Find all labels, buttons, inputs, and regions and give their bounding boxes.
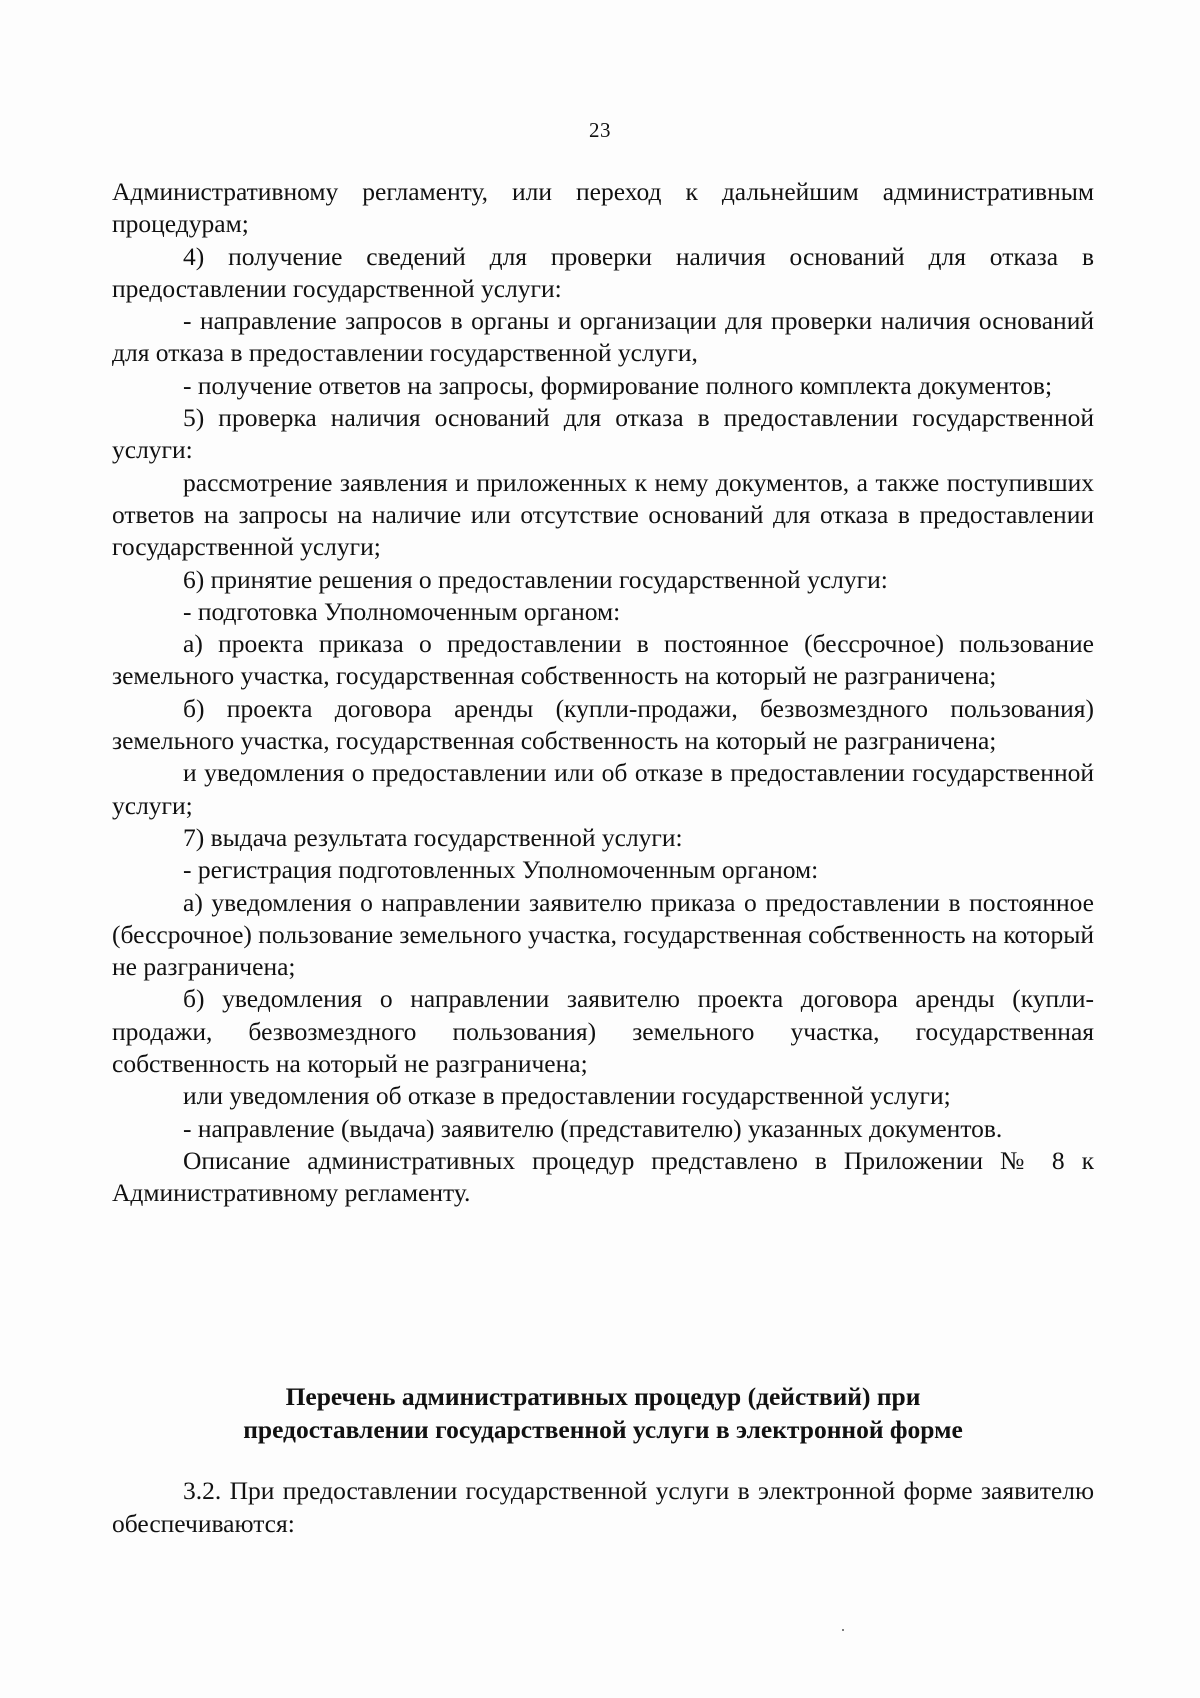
document-body	[112, 176, 1094, 1210]
paragraph: - подготовка Уполномоченным органом:	[183, 596, 621, 626]
section-heading	[112, 1380, 1094, 1446]
paragraph: а) уведомления о направлении заявителю приказа о предоставлении в постоянное (бессрочное) пользование земельного участка, государственная собственность на который не разграничена;	[112, 887, 1094, 982]
paragraph: 3.2. При предоставлении государственной услуги в электронной форме заявителю обеспечиваются:	[112, 1476, 1094, 1538]
paragraph: или уведомления об отказе в предоставлении государственной услуги;	[183, 1081, 951, 1111]
paragraph: и уведомления о предоставлении или об отказе в предоставлении государственной услуги;	[112, 758, 1094, 820]
scan-speck	[842, 1629, 844, 1631]
paragraph: - направление (выдача) заявителю (представителю) указанных документов.	[183, 1113, 1003, 1143]
paragraph: - регистрация подготовленных Уполномоченным органом:	[183, 855, 819, 885]
paragraph: Административному регламенту, или переход к дальнейшим административным процедурам;	[112, 177, 1094, 239]
paragraph: б) проекта договора аренды (купли-продажи, безвозмездного пользования) земельного участка, государственная собственность на который не разграничена;	[112, 693, 1094, 756]
paragraph: 5) проверка наличия оснований для отказа в предоставлении государственной услуги:	[112, 403, 1094, 465]
section-heading-line-1: Перечень административных процедур (действий) при	[285, 1382, 921, 1411]
paragraph: 4) получение сведений для проверки наличия оснований для отказа в предоставлении государственной услуги:	[112, 241, 1094, 303]
paragraph: - получение ответов на запросы, формирование полного комплекта документов;	[183, 370, 1053, 400]
paragraph: б) уведомления о направлении заявителю проекта договора аренды (купли-продажи, безвозмездного пользования) земельного участка, государственная собственность на который не разграничена;	[112, 984, 1094, 1079]
section-body	[112, 1474, 1094, 1540]
paragraph: 7) выдача результата государственной услуги:	[183, 822, 683, 852]
paragraph: - направление запросов в органы и организации для проверки наличия оснований для отказа в предоставлении государственной услуги,	[112, 306, 1094, 368]
paragraph: рассмотрение заявления и приложенных к нему документов, а также поступивших ответов на запросы на наличие или отсутствие оснований для отказа в предоставлении государственной услуги;	[112, 467, 1094, 562]
paragraph: Описание административных процедур представлено в Приложении № 8 к Административному регламенту.	[112, 1145, 1094, 1208]
page-number: 23	[589, 118, 611, 142]
paragraph: а) проекта приказа о предоставлении в постоянное (бессрочное) пользование земельного участка, государственная собственность на который не разграничена;	[112, 629, 1094, 691]
paragraph: 6) принятие решения о предоставлении государственной услуги:	[183, 564, 888, 594]
section-heading-line-2: предоставлении государственной услуги в электронной форме	[243, 1415, 963, 1444]
